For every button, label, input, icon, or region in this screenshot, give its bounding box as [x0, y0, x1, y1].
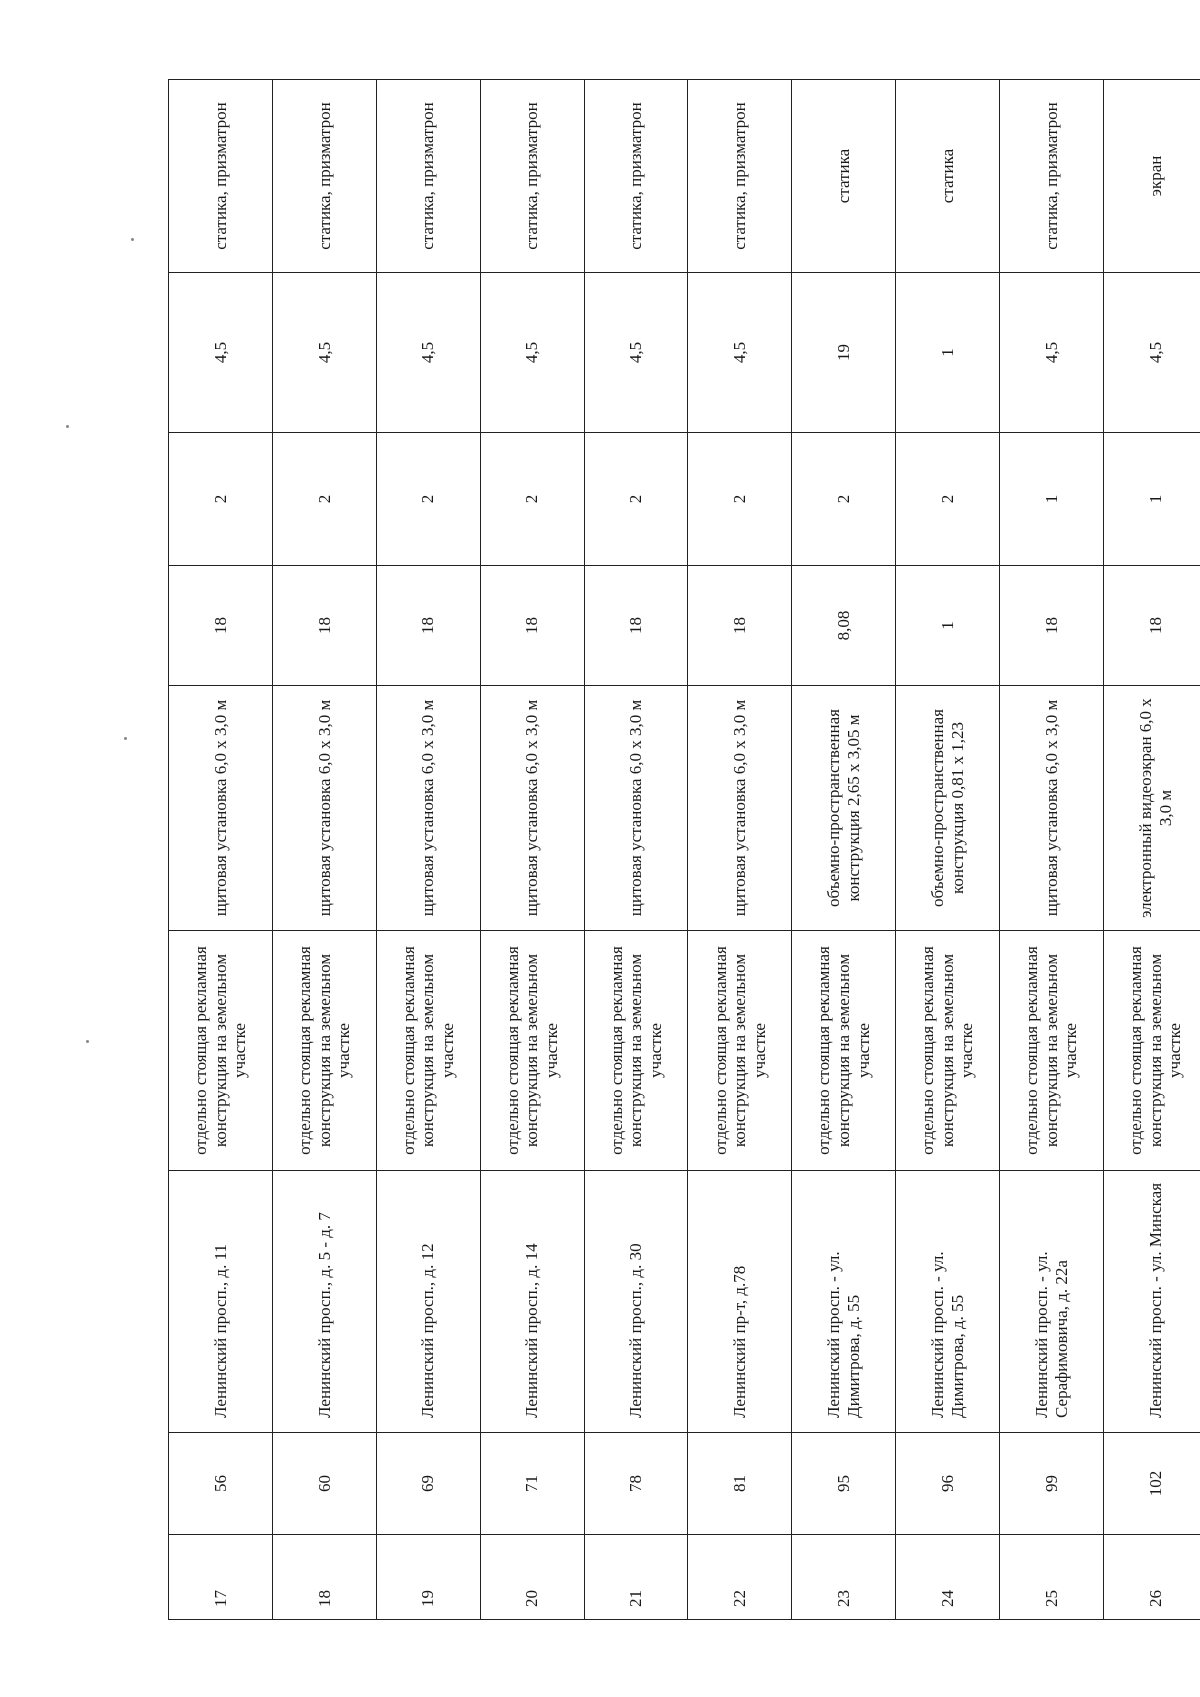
fields-area-cell: 4,5	[376, 273, 480, 433]
area-cell: 8,08	[792, 566, 896, 686]
sides-count-cell: 2	[480, 433, 584, 566]
address-cell: Ленинский просп. - ул. Минская	[1104, 1171, 1200, 1433]
table-row	[1104, 80, 1200, 1620]
address-cell: Ленинский просп. - ул. Димитрова, д. 55	[896, 1171, 1000, 1433]
address-cell: Ленинский просп., д. 11	[169, 1171, 273, 1433]
placement-cell: отдельно стоящая рекламная конструкция на земельном участке	[169, 931, 273, 1171]
fields-area-cell: 1	[896, 273, 1000, 433]
placement-cell: отдельно стоящая рекламная конструкция на земельном участке	[792, 931, 896, 1171]
structure-type-cell: объемно-пространственная конструкция 0,81 х 1,23	[896, 686, 1000, 931]
structure-type-cell: щитовая установка 6,0 х 3,0 м	[480, 686, 584, 931]
structure-id-cell: 78	[584, 1433, 688, 1535]
technology-cell: статика, призматрон	[272, 80, 376, 273]
address-cell: Ленинский просп. - ул. Димитрова, д. 55	[792, 1171, 896, 1433]
structure-type-cell: щитовая установка 6,0 х 3,0 м	[1000, 686, 1104, 931]
advertising-structures-table	[168, 79, 1200, 1620]
fields-area-cell: 19	[792, 273, 896, 433]
structure-id-cell: 96	[896, 1433, 1000, 1535]
structure-id-cell: 99	[1000, 1433, 1104, 1535]
placement-cell: отдельно стоящая рекламная конструкция на земельном участке	[272, 931, 376, 1171]
row-number-cell: 24	[896, 1535, 1000, 1620]
row-number-cell: 23	[792, 1535, 896, 1620]
row-number-cell: 18	[272, 1535, 376, 1620]
address-cell: Ленинский просп., д. 12	[376, 1171, 480, 1433]
fields-area-cell: 4,5	[169, 273, 273, 433]
table-row	[1000, 80, 1104, 1620]
row-number-cell: 19	[376, 1535, 480, 1620]
placement-cell: отдельно стоящая рекламная конструкция на земельном участке	[480, 931, 584, 1171]
fields-area-cell: 4,5	[1104, 273, 1200, 433]
fields-area-cell: 4,5	[480, 273, 584, 433]
table-body	[169, 80, 1200, 1620]
rotated-table-wrapper	[168, 80, 1200, 1620]
row-number-cell: 22	[688, 1535, 792, 1620]
table-row	[480, 80, 584, 1620]
address-cell: Ленинский просп., д. 14	[480, 1171, 584, 1433]
technology-cell: статика, призматрон	[1000, 80, 1104, 273]
scan-speck	[66, 425, 69, 428]
row-number-cell: 20	[480, 1535, 584, 1620]
table-row	[272, 80, 376, 1620]
sides-count-cell: 2	[169, 433, 273, 566]
technology-cell: статика, призматрон	[169, 80, 273, 273]
table-row	[169, 80, 273, 1620]
scan-speck	[86, 1040, 89, 1043]
row-number-cell: 26	[1104, 1535, 1200, 1620]
sides-count-cell: 1	[1104, 433, 1200, 566]
area-cell: 18	[480, 566, 584, 686]
sides-count-cell: 2	[584, 433, 688, 566]
structure-type-cell: электронный видеоэкран 6,0 х 3,0 м	[1104, 686, 1200, 931]
technology-cell: экран	[1104, 80, 1200, 273]
area-cell: 18	[376, 566, 480, 686]
area-cell: 18	[272, 566, 376, 686]
structure-id-cell: 69	[376, 1433, 480, 1535]
sides-count-cell: 2	[376, 433, 480, 566]
address-cell: Ленинский пр-т, д.78	[688, 1171, 792, 1433]
structure-type-cell: объемно-пространственная конструкция 2,65 х 3,05 м	[792, 686, 896, 931]
structure-type-cell: щитовая установка 6,0 х 3,0 м	[688, 686, 792, 931]
technology-cell: статика, призматрон	[376, 80, 480, 273]
table-row	[792, 80, 896, 1620]
fields-area-cell: 4,5	[272, 273, 376, 433]
scan-speck	[131, 238, 134, 241]
structure-id-cell: 60	[272, 1433, 376, 1535]
placement-cell: отдельно стоящая рекламная конструкция на земельном участке	[1104, 931, 1200, 1171]
structure-id-cell: 102	[1104, 1433, 1200, 1535]
placement-cell: отдельно стоящая рекламная конструкция на земельном участке	[1000, 931, 1104, 1171]
address-cell: Ленинский просп., д. 5 - д. 7	[272, 1171, 376, 1433]
address-cell: Ленинский просп. - ул. Серафимовича, д. 22а	[1000, 1171, 1104, 1433]
table-row	[896, 80, 1000, 1620]
placement-cell: отдельно стоящая рекламная конструкция на земельном участке	[896, 931, 1000, 1171]
technology-cell: статика, призматрон	[480, 80, 584, 273]
technology-cell: статика, призматрон	[584, 80, 688, 273]
address-cell: Ленинский просп., д. 30	[584, 1171, 688, 1433]
sides-count-cell: 2	[688, 433, 792, 566]
row-number-cell: 25	[1000, 1535, 1104, 1620]
fields-area-cell: 4,5	[1000, 273, 1104, 433]
structure-type-cell: щитовая установка 6,0 х 3,0 м	[169, 686, 273, 931]
technology-cell: статика	[896, 80, 1000, 273]
sides-count-cell: 2	[792, 433, 896, 566]
table-row	[584, 80, 688, 1620]
structure-id-cell: 71	[480, 1433, 584, 1535]
area-cell: 18	[688, 566, 792, 686]
area-cell: 18	[169, 566, 273, 686]
structure-id-cell: 56	[169, 1433, 273, 1535]
technology-cell: статика, призматрон	[688, 80, 792, 273]
sides-count-cell: 2	[896, 433, 1000, 566]
fields-area-cell: 4,5	[584, 273, 688, 433]
row-number-cell: 17	[169, 1535, 273, 1620]
table-row	[376, 80, 480, 1620]
area-cell: 18	[1000, 566, 1104, 686]
area-cell: 1	[896, 566, 1000, 686]
structure-id-cell: 95	[792, 1433, 896, 1535]
structure-id-cell: 81	[688, 1433, 792, 1535]
area-cell: 18	[1104, 566, 1200, 686]
placement-cell: отдельно стоящая рекламная конструкция на земельном участке	[584, 931, 688, 1171]
scan-speck	[124, 737, 127, 740]
placement-cell: отдельно стоящая рекламная конструкция на земельном участке	[376, 931, 480, 1171]
fields-area-cell: 4,5	[688, 273, 792, 433]
structure-type-cell: щитовая установка 6,0 х 3,0 м	[376, 686, 480, 931]
structure-type-cell: щитовая установка 6,0 х 3,0 м	[584, 686, 688, 931]
technology-cell: статика	[792, 80, 896, 273]
sides-count-cell: 2	[272, 433, 376, 566]
area-cell: 18	[584, 566, 688, 686]
placement-cell: отдельно стоящая рекламная конструкция на земельном участке	[688, 931, 792, 1171]
sides-count-cell: 1	[1000, 433, 1104, 566]
table-row	[688, 80, 792, 1620]
row-number-cell: 21	[584, 1535, 688, 1620]
structure-type-cell: щитовая установка 6,0 х 3,0 м	[272, 686, 376, 931]
